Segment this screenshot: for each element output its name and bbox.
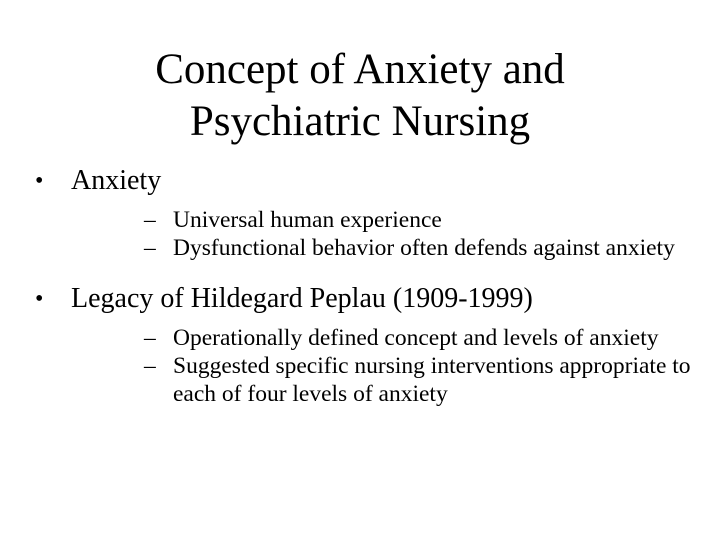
bullet-list xyxy=(0,162,720,408)
sub-bullet-text: Suggested specific nursing interventions appropriate to each of four levels of anxiety xyxy=(173,353,691,407)
sub-bullet-item xyxy=(71,234,720,262)
bullet-marker: • xyxy=(35,168,44,194)
dash-marker: – xyxy=(144,353,156,379)
bullet-marker: • xyxy=(35,286,44,312)
sub-bullet-item xyxy=(71,324,720,352)
sub-bullet-list xyxy=(71,206,720,262)
bullet-item-anxiety xyxy=(0,162,720,262)
bullet-text: Legacy of Hildegard Peplau (1909-1999) xyxy=(71,283,533,314)
dash-marker: – xyxy=(144,207,156,233)
dash-marker: – xyxy=(144,235,156,261)
dash-marker: – xyxy=(144,325,156,351)
sub-bullet-text: Dysfunctional behavior often defends against anxiety xyxy=(173,235,675,261)
slide-title-line-1: Concept of Anxiety and xyxy=(155,46,565,93)
sub-bullet-item xyxy=(71,352,720,408)
sub-bullet-text: Universal human experience xyxy=(173,207,442,233)
slide-title-line-2: Psychiatric Nursing xyxy=(189,98,531,145)
slide-title xyxy=(0,44,720,148)
bullet-item-peplau xyxy=(0,280,720,408)
sub-bullet-item xyxy=(71,206,720,234)
sub-bullet-text: Operationally defined concept and levels of anxiety xyxy=(173,325,659,351)
sub-bullet-list xyxy=(71,324,720,408)
bullet-text: Anxiety xyxy=(71,165,162,196)
